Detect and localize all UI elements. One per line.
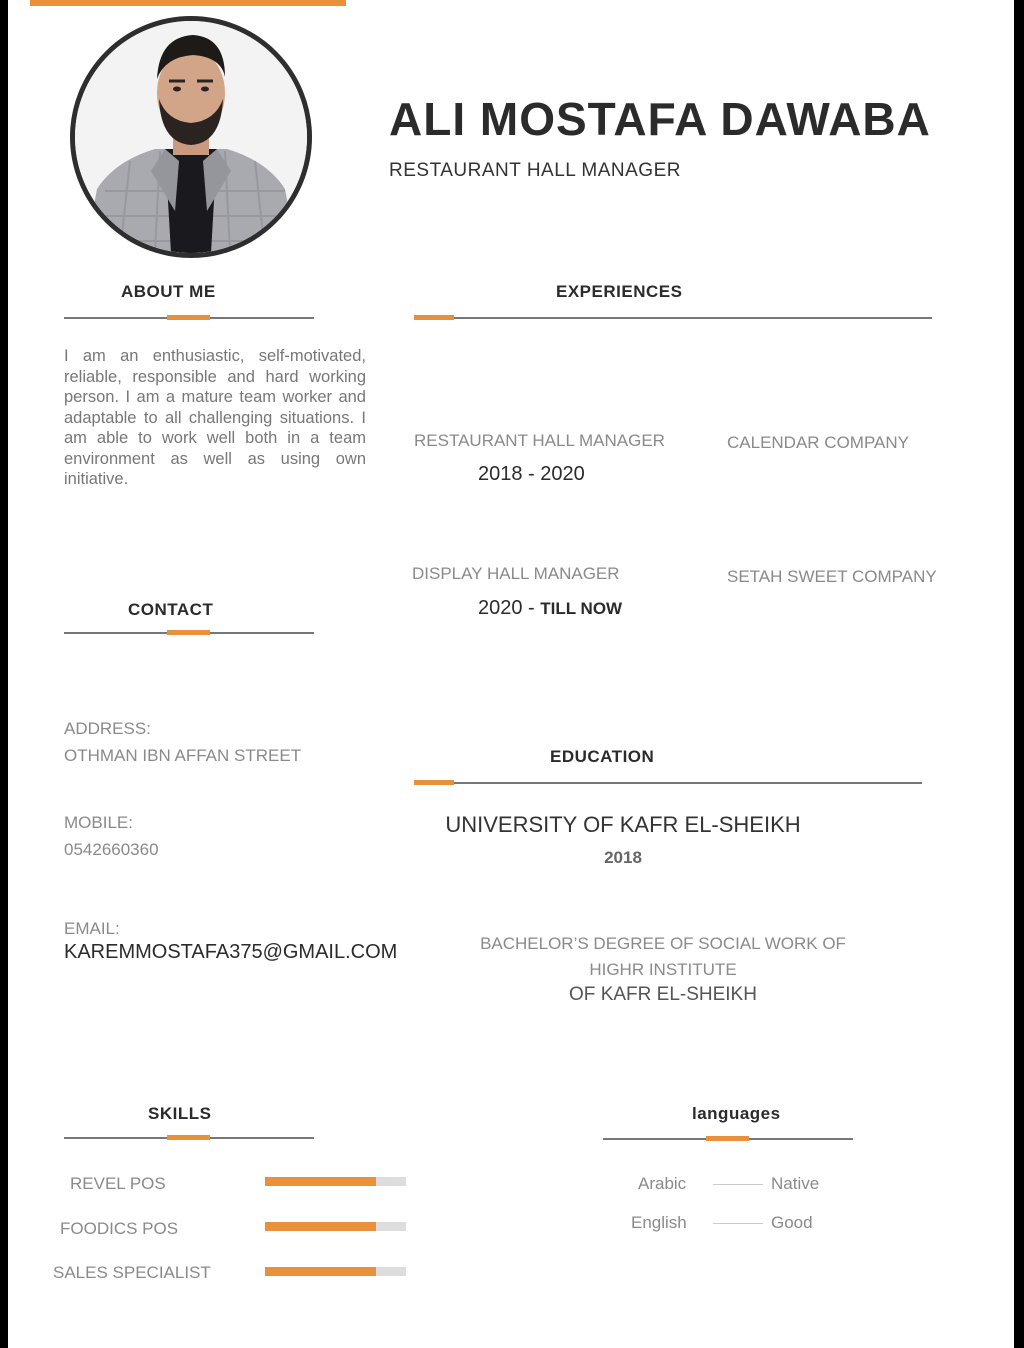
skill-bar-fill [265,1177,376,1186]
experience-company: CALENDAR COMPANY [727,433,909,452]
mobile-value: 0542660360 [64,840,159,859]
experience-years: 2018 - 2020 [478,463,585,485]
education-school: UNIVERSITY OF KAFR EL-SHEIKH [445,812,801,837]
education-degree-line1: BACHELOR’S DEGREE OF SOCIAL WORK OF [480,934,846,953]
person-title: RESTAURANT HALL MANAGER [389,160,681,181]
address-value: OTHMAN IBN AFFAN STREET [64,746,302,765]
experience-role: RESTAURANT HALL MANAGER [414,431,665,450]
profile-photo [70,16,312,258]
education-year: 2018 [604,848,642,867]
skill-name: FOODICS POS [60,1219,179,1238]
resume-page [8,0,1014,1348]
skill-bar-fill [265,1222,376,1231]
skill-bar [265,1177,406,1186]
portrait-illustration [75,21,307,253]
experiences-heading: EXPERIENCES [556,282,683,301]
education-heading: EDUCATION [550,747,655,766]
top-accent-bar [30,0,346,6]
person-name: ALI MOSTAFA DAWABA [389,93,931,145]
email-value: KAREMMOSTAFA375@GMAIL.COM [64,941,398,963]
skills-accent [167,1135,210,1140]
about-accent [167,315,210,320]
education-divider [414,782,922,784]
email-label: EMAIL: [64,919,120,938]
mobile-label: MOBILE: [64,813,133,832]
experience-role: DISPLAY HALL MANAGER [412,564,620,583]
experience-company: SETAH SWEET COMPANY [727,567,937,586]
language-separator [713,1184,763,1185]
experience-years-end: TILL NOW [540,599,623,618]
language-level: Native [771,1174,820,1193]
skill-name: SALES SPECIALIST [53,1263,211,1282]
address-label: ADDRESS: [64,719,151,738]
languages-heading: languages [692,1104,781,1123]
contact-accent [167,630,210,635]
education-degree-line2: HIGHR INSTITUTE [589,960,737,979]
about-heading: ABOUT ME [121,282,216,301]
skill-bar-fill [265,1267,376,1276]
education-accent [414,780,454,785]
language-level: Good [771,1213,813,1232]
education-degree-line3: OF KAFR EL-SHEIKH [569,984,757,1005]
experience-years [478,597,622,620]
language-name: Arabic [638,1174,687,1193]
skill-name: REVEL POS [70,1174,166,1193]
contact-heading: CONTACT [128,600,214,619]
languages-accent [706,1136,749,1141]
experience-years-start: 2020 - [478,597,541,619]
language-name: English [631,1213,687,1232]
experiences-divider [414,317,932,319]
skill-bar [265,1267,406,1276]
experiences-accent [414,315,454,320]
skill-bar [265,1222,406,1231]
language-separator [713,1223,763,1224]
about-text: I am an enthusiastic, self-motivated, reliable, responsible and hard working person. I am a mature team worker and adaptable to all challenging situations. I am able to work well both in a team environment as well as using own initiative. [64,347,366,488]
skills-heading: SKILLS [148,1104,212,1123]
